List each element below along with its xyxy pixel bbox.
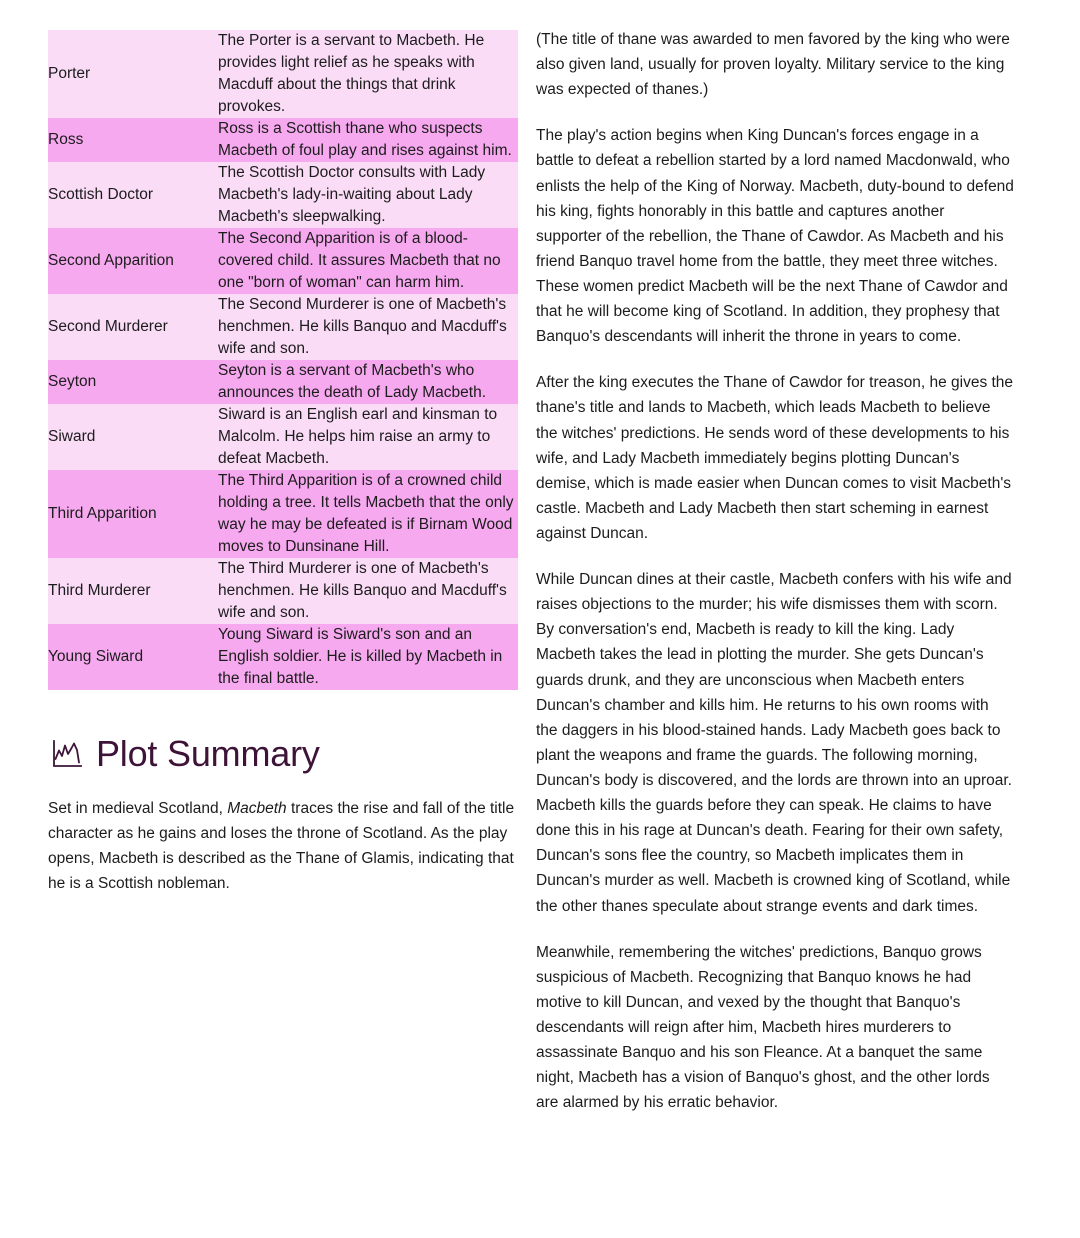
table-row bbox=[48, 470, 518, 558]
character-name-cell: Second Murderer bbox=[48, 317, 168, 335]
paragraph-text-part1: Set in medieval Scotland, bbox=[48, 799, 228, 817]
left-column bbox=[0, 0, 520, 896]
character-table-body bbox=[48, 30, 518, 690]
table-row bbox=[48, 118, 518, 162]
character-description-cell: The Second Murderer is one of Macbeth's henchmen. He kills Banquo and Macduff's wife and son. bbox=[218, 296, 507, 357]
paragraph-text-part2: traces the rise and fall of the title character as he gains and loses the throne of Scotland. As the play opens, Macbeth is described as the Thane of Glamis, indicating that he is a Scottish nobleman. bbox=[48, 799, 515, 892]
character-name-cell: Porter bbox=[48, 64, 91, 82]
character-name-cell: Third Apparition bbox=[48, 504, 157, 522]
character-description-cell: Seyton is a servant of Macbeth's who announces the death of Lady Macbeth. bbox=[218, 362, 487, 401]
plot-summary-intro-paragraph bbox=[48, 796, 518, 896]
table-row bbox=[48, 30, 518, 118]
character-description-cell: The Porter is a servant to Macbeth. He provides light relief as he speaks with Macduff about the things that drink provokes. bbox=[218, 32, 485, 115]
play-title-emphasis: Macbeth bbox=[227, 799, 287, 817]
chart-line-icon bbox=[50, 737, 84, 771]
character-name-cell: Seyton bbox=[48, 372, 97, 390]
character-name-cell: Scottish Doctor bbox=[48, 185, 154, 203]
page-title: Plot Summary bbox=[96, 733, 320, 774]
table-row bbox=[48, 360, 518, 404]
character-description-cell: The Third Murderer is one of Macbeth's henchmen. He kills Banquo and Macduff's wife and son. bbox=[218, 560, 507, 621]
character-description-cell: Ross is a Scottish thane who suspects Macbeth of foul play and rises against him. bbox=[218, 120, 512, 159]
character-description-cell: The Second Apparition is of a blood-covered child. It assures Macbeth that no one "born of woman" can harm him. bbox=[218, 230, 501, 291]
plot-summary-paragraph: The play's action begins when King Duncan's forces engage in a battle to defeat a rebellion started by a lord named Macdonwald, who enlists the help of the King of Norway. Macbeth, duty-bound to defend his king, fights honorably in this battle and captures another supporter of the rebellion, the Thane of Cawdor. As Macbeth and his friend Banquo travel home from the battle, they meet three witches. These women predict Macbeth will be the next Thane of Cawdor and that he will become king of Scotland. In addition, they prophesy that Banquo's descendants will inherit the throne in years to come. bbox=[536, 127, 1014, 346]
character-description-cell: The Third Apparition is of a crowned child holding a tree. It tells Macbeth that the only way he may be defeated is if Birnam Wood moves to Dunsinane Hill. bbox=[218, 472, 514, 555]
plot-summary-paragraph: Meanwhile, remembering the witches' predictions, Banquo grows suspicious of Macbeth. Recognizing that Banquo knows he had motive to kill Duncan, and vexed by the thought that Banquo's descendants will reign after him, Macbeth hires murderers to assassinate Banquo and his son Fleance. At a banquet the same night, Macbeth has a vision of Banquo's ghost, and the other lords are alarmed by his erratic behavior. bbox=[536, 943, 990, 1112]
right-column bbox=[520, 0, 1080, 1115]
table-row bbox=[48, 404, 518, 470]
table-row bbox=[48, 294, 518, 360]
plot-summary-paragraph: After the king executes the Thane of Cawdor for treason, he gives the thane's title and lands to Macbeth, which leads Macbeth to believe the witches' predictions. He sends word of these developments to his wife, and Lady Macbeth immediately begins plotting Duncan's demise, which is made easier when Duncan comes to visit Macbeth's castle. Macbeth and Lady Macbeth then start scheming in earnest against Duncan. bbox=[536, 374, 1014, 542]
table-row bbox=[48, 228, 518, 294]
plot-summary-paragraph: While Duncan dines at their castle, Macbeth confers with his wife and raises objections to the murder; his wife dismisses them with scorn. By conversation's end, Macbeth is ready to kill the king. Lady Macbeth takes the lead in plotting the murder. She gets Duncan's guards drunk, and they are unconscious when Macbeth enters Duncan's chamber and kills him. He returns to his own rooms with the daggers in his blood-stained hands. Lady Macbeth goes back to plant the weapons and frame the guards. The following morning, Duncan's body is discovered, and the lords are thrown into an uproar. Macbeth kills the guards before they can speak. He claims to have done this in his rage at Duncan's death. Fearing for their own safety, Duncan's sons flee the country, so Macbeth implicates them in Duncan's murder as well. Macbeth is crowned king of Scotland, while the other thanes speculate about strange events and dark times. bbox=[536, 571, 1012, 915]
character-name-cell: Second Apparition bbox=[48, 251, 174, 269]
character-list-table bbox=[48, 30, 518, 690]
character-name-cell: Young Siward bbox=[48, 647, 144, 665]
character-description-cell: Young Siward is Siward's son and an English soldier. He is killed by Macbeth in the final battle. bbox=[218, 626, 503, 687]
table-row bbox=[48, 558, 518, 624]
character-name-cell: Third Murderer bbox=[48, 581, 151, 599]
character-description-cell: The Scottish Doctor consults with Lady Macbeth's lady-in-waiting about Lady Macbeth's sleepwalking. bbox=[218, 164, 486, 225]
table-row bbox=[48, 624, 518, 690]
character-description-cell: Siward is an English earl and kinsman to Malcolm. He helps him raise an army to defeat Macbeth. bbox=[218, 406, 498, 467]
plot-summary-heading bbox=[48, 734, 520, 774]
plot-summary-paragraph: (The title of thane was awarded to men favored by the king who were also given land, usually for proven loyalty. Military service to the king was expected of thanes.) bbox=[536, 31, 1010, 99]
character-name-cell: Ross bbox=[48, 130, 84, 148]
table-row bbox=[48, 162, 518, 228]
character-name-cell: Siward bbox=[48, 427, 96, 445]
